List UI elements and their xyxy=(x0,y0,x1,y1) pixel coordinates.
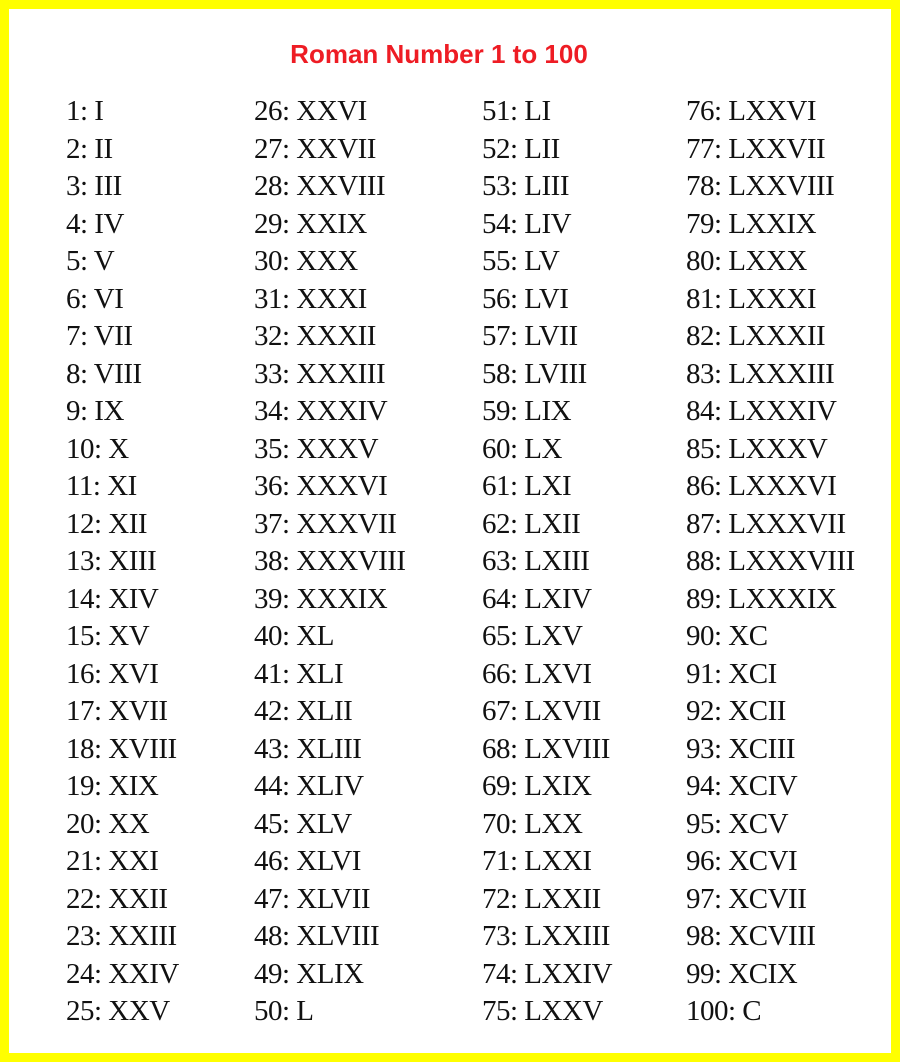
list-item: 29: XXIX xyxy=(254,207,367,240)
list-item: 6: VI xyxy=(66,282,124,315)
list-item: 91: XCI xyxy=(686,657,777,690)
list-item: 95: XCV xyxy=(686,807,789,840)
list-item: 70: LXX xyxy=(482,807,583,840)
list-item: 58: LVIII xyxy=(482,357,587,390)
list-item: 48: XLVIII xyxy=(254,920,380,952)
list-item: 57: LVII xyxy=(482,320,578,352)
list-item: 32: XXXII xyxy=(254,320,376,352)
list-item: 25: XXV xyxy=(66,995,170,1027)
roman-column-2 xyxy=(254,93,406,1031)
list-item: 46: XLVI xyxy=(254,845,361,877)
list-item: 7: VII xyxy=(66,320,133,352)
list-item: 41: XLI xyxy=(254,657,344,690)
list-item: 90: XC xyxy=(686,620,768,652)
list-item: 23: XXIII xyxy=(66,920,177,952)
list-item: 11: XI xyxy=(66,470,137,502)
list-item: 37: XXXVII xyxy=(254,507,397,540)
list-item: 87: LXXXVII xyxy=(686,507,846,540)
list-item: 64: LXIV xyxy=(482,582,592,615)
roman-column-1 xyxy=(66,93,179,1031)
list-item: 12: XII xyxy=(66,507,148,540)
list-item: 42: XLII xyxy=(254,695,353,727)
list-item: 86: LXXXVI xyxy=(686,470,837,502)
list-item: 96: XCVI xyxy=(686,845,798,877)
list-item: 55: LV xyxy=(482,245,560,277)
list-item: 16: XVI xyxy=(66,657,159,690)
list-item: 81: LXXXI xyxy=(686,282,817,315)
list-item: 100: C xyxy=(686,995,762,1027)
list-item: 4: IV xyxy=(66,207,124,240)
list-item: 30: XXX xyxy=(254,245,358,277)
list-item: 43: XLIII xyxy=(254,732,362,765)
list-item: 93: XCIII xyxy=(686,732,796,765)
list-item: 77: LXXVII xyxy=(686,132,826,165)
list-item: 20: XX xyxy=(66,807,150,840)
list-item: 27: XXVII xyxy=(254,132,376,165)
list-item: 85: LXXXV xyxy=(686,432,828,465)
list-item: 56: LVI xyxy=(482,282,569,315)
list-item: 44: XLIV xyxy=(254,770,364,802)
list-item: 88: LXXXVIII xyxy=(686,545,855,577)
list-item: 80: LXXX xyxy=(686,245,807,277)
list-item: 52: LII xyxy=(482,132,560,165)
list-item: 72: LXXII xyxy=(482,882,601,915)
list-item: 79: LXXIX xyxy=(686,207,817,240)
list-item: 19: XIX xyxy=(66,770,159,802)
list-item: 8: VIII xyxy=(66,357,142,390)
list-item: 9: IX xyxy=(66,395,124,427)
list-item: 89: LXXXIX xyxy=(686,582,837,615)
list-item: 1: I xyxy=(66,95,104,127)
list-item: 62: LXII xyxy=(482,507,581,540)
list-item: 94: XCIV xyxy=(686,770,798,802)
list-item: 2: II xyxy=(66,132,113,165)
list-item: 67: LXVII xyxy=(482,695,601,727)
list-item: 53: LIII xyxy=(482,170,569,202)
list-item: 97: XCVII xyxy=(686,882,807,915)
list-item: 26: XXVI xyxy=(254,95,367,127)
page-title: Roman Number 1 to 100 xyxy=(290,39,588,69)
list-item: 69: LXIX xyxy=(482,770,592,802)
list-item: 92: XCII xyxy=(686,695,786,727)
list-item: 51: LI xyxy=(482,95,551,127)
list-item: 74: LXXIV xyxy=(482,957,613,990)
list-item: 65: LXV xyxy=(482,620,583,652)
list-item: 24: XXIV xyxy=(66,957,179,990)
list-item: 49: XLIX xyxy=(254,957,364,990)
list-item: 73: LXXIII xyxy=(482,920,610,952)
list-item: 47: XLVII xyxy=(254,882,371,915)
list-item: 99: XCIX xyxy=(686,957,798,990)
list-item: 84: LXXXIV xyxy=(686,395,837,427)
list-item: 15: XV xyxy=(66,620,150,652)
list-item: 68: LXVIII xyxy=(482,732,610,765)
list-item: 33: XXXIII xyxy=(254,357,386,390)
list-item: 34: XXXIV xyxy=(254,395,388,427)
roman-column-3 xyxy=(482,93,612,1031)
list-item: 38: XXXVIII xyxy=(254,545,406,577)
list-item: 71: LXXI xyxy=(482,845,592,877)
list-item: 21: XXI xyxy=(66,845,159,877)
list-item: 36: XXXVI xyxy=(254,470,388,502)
list-item: 66: LXVI xyxy=(482,657,592,690)
list-item: 14: XIV xyxy=(66,582,159,615)
list-item: 10: X xyxy=(66,432,129,465)
list-item: 5: V xyxy=(66,245,115,277)
list-item: 22: XXII xyxy=(66,882,168,915)
list-item: 13: XIII xyxy=(66,545,157,577)
list-item: 83: LXXXIII xyxy=(686,357,835,390)
list-item: 45: XLV xyxy=(254,807,352,840)
list-item: 50: L xyxy=(254,995,314,1027)
list-item: 61: LXI xyxy=(482,470,572,502)
list-item: 75: LXXV xyxy=(482,995,603,1027)
list-item: 3: III xyxy=(66,170,122,202)
list-item: 18: XVIII xyxy=(66,732,177,765)
list-item: 39: XXXIX xyxy=(254,582,388,615)
list-item: 54: LIV xyxy=(482,207,572,240)
list-item: 17: XVII xyxy=(66,695,168,727)
list-item: 60: LX xyxy=(482,432,562,465)
list-item: 63: LXIII xyxy=(482,545,590,577)
list-item: 40: XL xyxy=(254,620,334,652)
list-item: 98: XCVIII xyxy=(686,920,816,952)
roman-column-4 xyxy=(686,93,855,1031)
list-item: 76: LXXVI xyxy=(686,95,817,127)
list-item: 82: LXXXII xyxy=(686,320,826,352)
list-item: 78: LXXVIII xyxy=(686,170,835,202)
list-item: 59: LIX xyxy=(482,395,572,427)
list-item: 28: XXVIII xyxy=(254,170,386,202)
list-item: 35: XXXV xyxy=(254,432,379,465)
list-item: 31: XXXI xyxy=(254,282,367,315)
